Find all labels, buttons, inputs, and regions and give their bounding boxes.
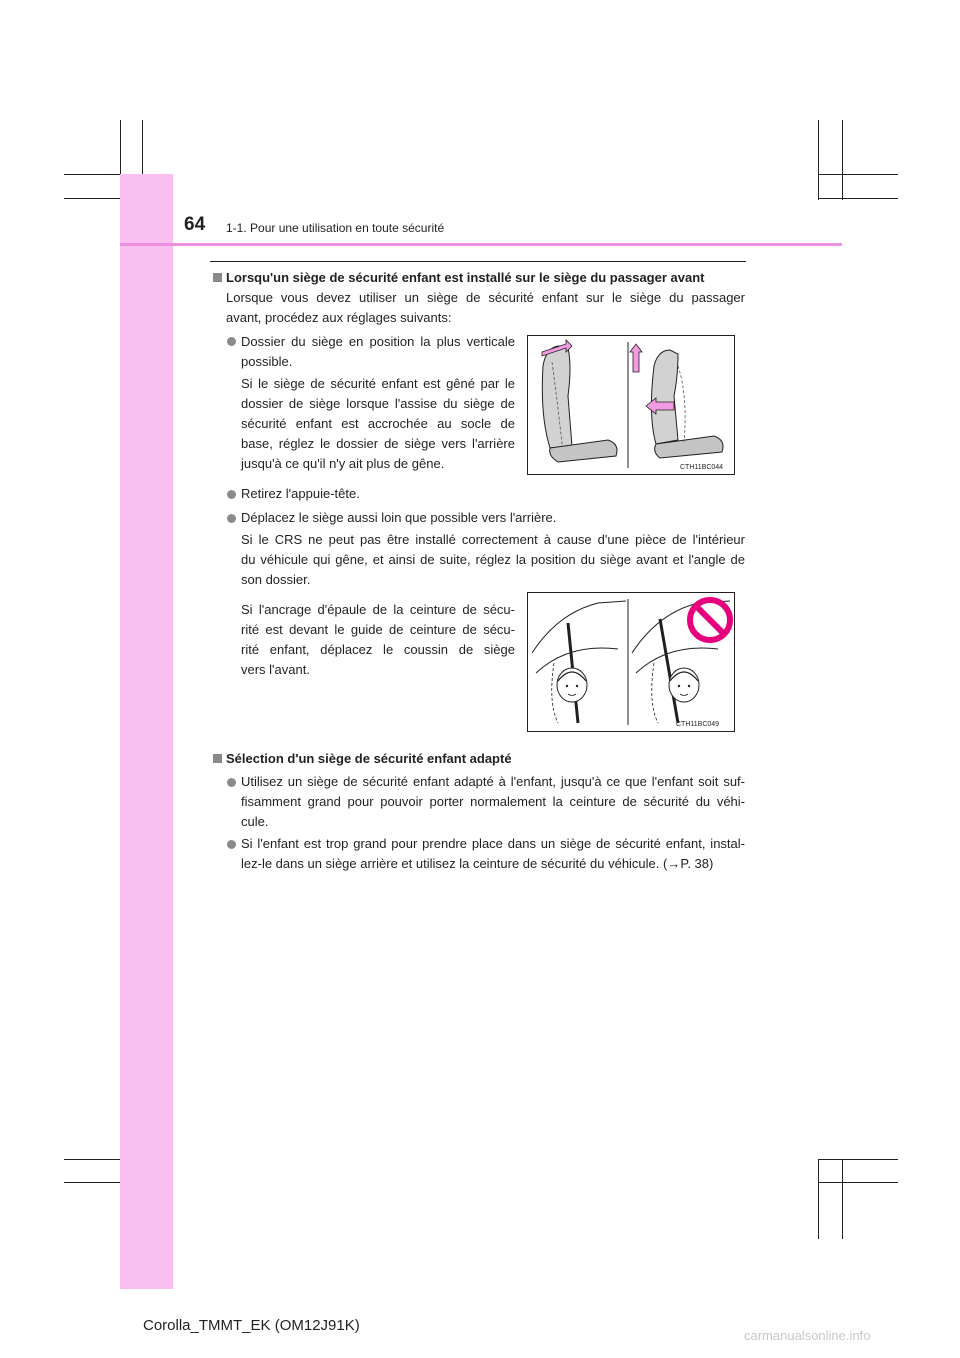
crop-mark <box>842 1159 843 1239</box>
watermark: carmanualsonline.info <box>744 1328 871 1343</box>
section-rule <box>210 261 746 262</box>
crop-mark <box>818 1159 819 1239</box>
chapter-title: 1-1. Pour une utilisation en toute sécurité <box>226 221 445 235</box>
page-number: 64 <box>184 214 206 235</box>
crop-mark <box>818 198 898 199</box>
seat-adjustment-figure <box>527 335 735 475</box>
bullet-line: Dossier du siège en position la plus verticale <box>241 334 515 349</box>
round-bullet-icon <box>227 490 236 499</box>
note-line: base, réglez le dossier de siège vers l'arrière <box>241 436 515 451</box>
footer-model: Corolla_TMMT_EK (OM12J91K) <box>143 1317 360 1334</box>
note-line: son dossier. <box>241 572 311 587</box>
note-line: jusqu'à ce qu'il n'y ait plus de gêne. <box>241 456 445 471</box>
bullet-line: Si l'enfant est trop grand pour prendre place dans un siège de sécurité enfant, instal- <box>241 836 745 851</box>
bullet-line: fisamment grand pour pouvoir porter normalement la ceinture de sécurité du véhi- <box>241 794 745 809</box>
bullet-line: Déplacez le siège aussi loin que possible vers l'arrière. <box>241 510 557 525</box>
bullet-line: Utilisez un siège de sécurité enfant adapté à l'enfant, jusqu'à ce que l'enfant soit suf- <box>241 774 745 789</box>
note-line: dossier de siège lorsque l'assise du siège de <box>241 396 515 411</box>
crop-mark <box>818 174 898 175</box>
bullet-line: lez-le dans un siège arrière et utilisez la ceinture de sécurité du véhicule. (→P. 38) <box>241 856 714 871</box>
note-line: sécurité enfant est accrochée au socle de <box>241 416 515 431</box>
section-heading: Lorsqu'un siège de sécurité enfant est installé sur le siège du passager avant <box>226 270 705 285</box>
paragraph-line: avant, procédez aux réglages suivants: <box>226 310 452 325</box>
paragraph-line: Lorsque vous devez utiliser un siège de sécurité enfant sur le siège du passager <box>226 290 745 305</box>
figure-code: CTH11BC049 <box>676 721 720 728</box>
crop-mark <box>818 1182 898 1183</box>
prohibited-icon <box>690 600 730 640</box>
round-bullet-icon <box>227 514 236 523</box>
square-bullet-icon <box>213 273 222 282</box>
section-tab-bar <box>120 174 173 1289</box>
note-line: rité est devant le guide de ceinture de sécu- <box>241 622 515 637</box>
bullet-line: possible. <box>241 354 293 369</box>
round-bullet-icon <box>227 778 236 787</box>
bullet-line: Retirez l'appuie-tête. <box>241 486 360 501</box>
note-line: rité enfant, déplacez le coussin de siège <box>241 642 515 657</box>
child-seat-illustration <box>528 593 734 731</box>
section-heading: Sélection d'un siège de sécurité enfant adapté <box>226 751 512 766</box>
crop-mark <box>818 1159 898 1160</box>
figure-code: CTH11BC044 <box>680 464 724 471</box>
crop-mark <box>842 120 843 200</box>
note-line: Si le CRS ne peut pas être installé correctement à cause d'une pièce de l'intérieur <box>241 532 745 547</box>
child-belt-figure <box>527 592 735 732</box>
note-line: vers l'avant. <box>241 662 310 677</box>
round-bullet-icon <box>227 337 236 346</box>
round-bullet-icon <box>227 840 236 849</box>
square-bullet-icon <box>213 754 222 763</box>
note-line: Si l'ancrage d'épaule de la ceinture de sécu- <box>241 602 515 617</box>
note-line: du véhicule qui gêne, et ainsi de suite, réglez la position du siège avant et l'angle de <box>241 552 745 567</box>
crop-mark <box>818 120 819 200</box>
seat-illustration <box>528 336 734 474</box>
note-line: Si le siège de sécurité enfant est gêné par le <box>241 376 515 391</box>
header-divider <box>120 243 842 246</box>
bullet-line: cule. <box>241 814 269 829</box>
